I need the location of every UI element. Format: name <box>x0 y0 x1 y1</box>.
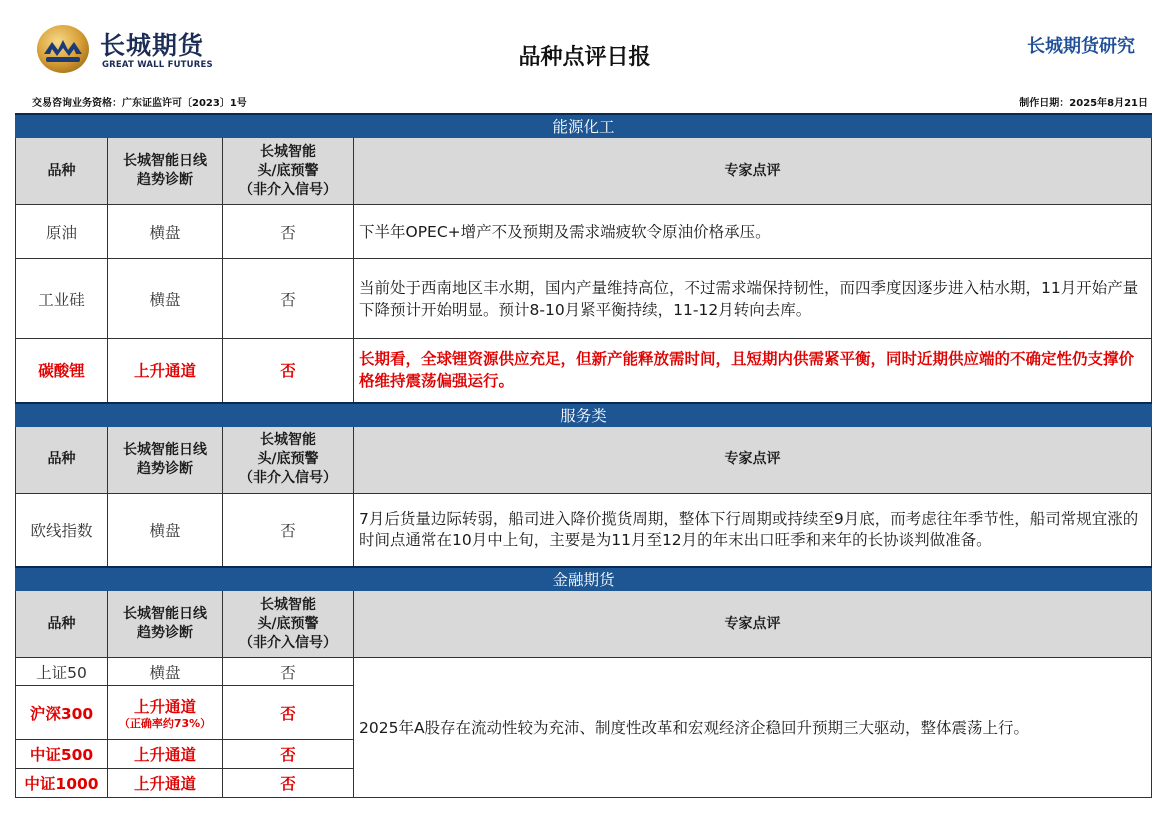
trend-cell: 上升通道 <box>108 740 223 769</box>
comment-cell: 当前处于西南地区丰水期，国内产量维持高位，不过需求端保持韧性，而四季度因逐步进入枯水期，11月开始产量下降预计开始明显。预计8-10月紧平衡持续，11-12月转向去库。 <box>354 259 1152 339</box>
table-row <box>16 205 1152 259</box>
trend-cell <box>108 686 223 740</box>
section-header-energy <box>16 114 1152 138</box>
logo-chinese-name: 长城期货 <box>100 31 205 60</box>
trend-cell: 上升通道 <box>108 339 223 403</box>
license-text: 交易咨询业务资格：广东证监许可〔2023〕1号 <box>32 98 247 109</box>
variety-cell: 原油 <box>16 205 108 259</box>
warning-cell: 否 <box>223 769 354 798</box>
warning-cell: 否 <box>223 493 354 567</box>
table-row <box>16 658 1152 686</box>
column-header-comment: 专家点评 <box>354 426 1152 493</box>
page-title: 品种点评日报 <box>518 45 651 70</box>
report-table <box>15 113 1152 798</box>
warning-cell: 否 <box>223 740 354 769</box>
column-header-trend: 长城智能日线 趋势诊断 <box>108 426 223 493</box>
trend-cell: 横盘 <box>108 259 223 339</box>
warning-cell: 否 <box>223 686 354 740</box>
table-row <box>16 259 1152 339</box>
section-title: 服务类 <box>16 403 1152 427</box>
table-row <box>16 493 1152 567</box>
column-header-row <box>16 591 1152 658</box>
column-header-variety: 品种 <box>16 426 108 493</box>
column-header-comment: 专家点评 <box>354 138 1152 205</box>
column-header-warning: 长城智能 头/底预警 （非介入信号） <box>223 138 354 205</box>
section-title: 能源化工 <box>16 114 1152 138</box>
warning-cell: 否 <box>223 205 354 259</box>
warning-cell: 否 <box>223 259 354 339</box>
column-header-warning: 长城智能 头/底预警 （非介入信号） <box>223 591 354 658</box>
comment-cell: 长期看，全球锂资源供应充足，但新产能释放需时间，且短期内供需紧平衡，同时近期供应端的不确定性仍支撑价格维持震荡偏强运行。 <box>354 339 1152 403</box>
variety-cell: 中证1000 <box>16 769 108 798</box>
column-header-variety: 品种 <box>16 138 108 205</box>
comment-cell: 7月后货量边际转弱，船司进入降价揽货周期，整体下行周期或持续至9月底，而考虑往年季节性，船司常规宜涨的时间点通常在10月中上旬，主要是为11月至12月的年末出口旺季和来年的长协谈判做准备。 <box>354 493 1152 567</box>
variety-cell: 沪深300 <box>16 686 108 740</box>
brand-research-label: 长城期货研究 <box>1027 36 1135 57</box>
trend-cell: 横盘 <box>108 205 223 259</box>
trend-cell: 横盘 <box>108 658 223 686</box>
column-header-warning: 长城智能 头/底预警 （非介入信号） <box>223 426 354 493</box>
column-header-variety: 品种 <box>16 591 108 658</box>
column-header-row <box>16 426 1152 493</box>
section-header-financial <box>16 567 1152 591</box>
variety-cell: 碳酸锂 <box>16 339 108 403</box>
section-header-services <box>16 403 1152 427</box>
column-header-trend: 长城智能日线 趋势诊断 <box>108 591 223 658</box>
column-header-comment: 专家点评 <box>354 591 1152 658</box>
warning-cell: 否 <box>223 339 354 403</box>
table-row <box>16 339 1152 403</box>
variety-cell: 中证500 <box>16 740 108 769</box>
trend-cell: 横盘 <box>108 493 223 567</box>
column-header-row <box>16 138 1152 205</box>
variety-cell: 上证50 <box>16 658 108 686</box>
accuracy-note: （正确率约73%） <box>118 716 212 730</box>
comment-cell: 2025年A股存在流动性较为充沛、制度性改革和宏观经济企稳回升预期三大驱动，整体震荡上行。 <box>354 658 1152 798</box>
trend-value: 上升通道 <box>133 697 196 716</box>
column-header-trend: 长城智能日线 趋势诊断 <box>108 138 223 205</box>
trend-cell: 上升通道 <box>108 769 223 798</box>
comment-cell: 下半年OPEC+增产不及预期及需求端疲软令原油价格承压。 <box>354 205 1152 259</box>
report-date: 制作日期：2025年8月21日 <box>1019 98 1148 109</box>
warning-cell: 否 <box>223 658 354 686</box>
variety-cell: 工业硅 <box>16 259 108 339</box>
logo-english-name: GREAT WALL FUTURES <box>102 60 213 70</box>
section-title: 金融期货 <box>16 567 1152 591</box>
variety-cell: 欧线指数 <box>16 493 108 567</box>
